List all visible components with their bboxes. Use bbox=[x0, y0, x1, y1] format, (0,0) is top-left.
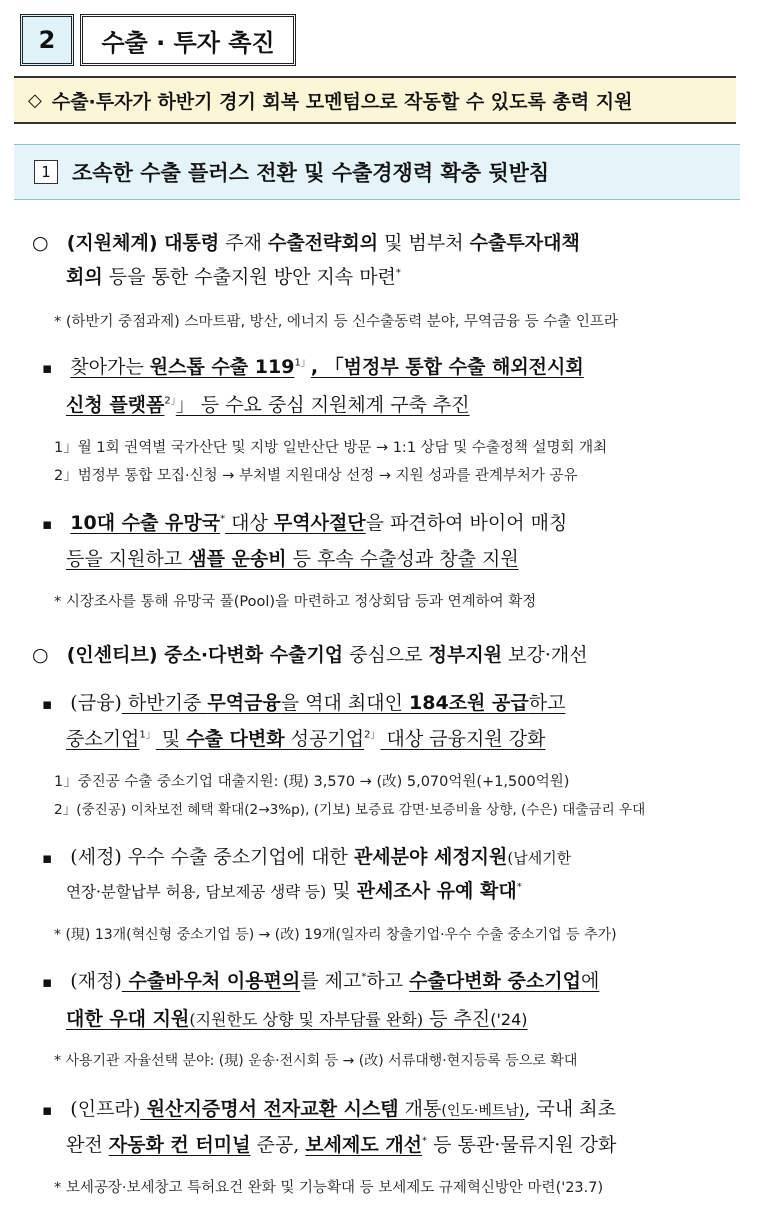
item-onestop-line2 bbox=[66, 390, 470, 417]
text-run: , 국내 최초 bbox=[524, 1098, 616, 1120]
subsection-index: 1 bbox=[34, 160, 58, 184]
item-finance-line1 bbox=[42, 688, 565, 715]
text-run: 10대 수출 유망국 bbox=[70, 512, 221, 534]
text-run: 성공기업 bbox=[284, 728, 365, 750]
text-run: 샘플 운송비 bbox=[188, 548, 287, 570]
item-fiscal-line2 bbox=[66, 1004, 528, 1031]
text-run: 하고 bbox=[528, 692, 566, 714]
subsection-header bbox=[14, 144, 740, 200]
text-run: 수출다변화 중소기업 bbox=[409, 970, 581, 992]
square-bullet-icon: ▪ bbox=[42, 695, 53, 713]
text-run: 을 파견하여 바이어 매칭 bbox=[365, 512, 568, 534]
text-run: 」 등 수요 중심 지원체계 구축 추진 bbox=[175, 394, 470, 416]
text-run: 등을 지원하고 bbox=[66, 548, 189, 570]
text-run: 대통령 bbox=[157, 232, 220, 254]
text-run: 에 bbox=[580, 970, 600, 992]
text-run: , 「범정부 통합 수출 해외전시회 bbox=[310, 356, 584, 378]
text-run: 완전 bbox=[66, 1134, 109, 1156]
square-bullet-icon: ▪ bbox=[42, 1101, 53, 1119]
text-run: 원산지증명서 전자교환 시스템 bbox=[140, 1098, 399, 1120]
text-run: 대한 우대 지원 bbox=[66, 1008, 190, 1030]
item-incentive-line1 bbox=[32, 640, 588, 667]
section-number: 2 bbox=[20, 14, 74, 66]
item-support-system-line1 bbox=[32, 228, 580, 255]
text-run: (금융) bbox=[70, 692, 122, 714]
text-run: 수출바우처 이용편의 bbox=[121, 970, 301, 992]
item-onestop-note1: 1」월 1회 권역별 국가산단 및 지방 일반산단 방문 → 1:1 상담 및 수출정책 설명회 개최 bbox=[54, 440, 608, 456]
text-run: 신청 플랫폼 bbox=[66, 394, 165, 416]
item-infra-note: * 보세공장·보세창고 특허요건 완화 및 기능확대 등 보세제도 규제혁신방안 마련('23.7) bbox=[54, 1180, 604, 1196]
text-run: 등 추진 bbox=[423, 1008, 491, 1030]
text-run: 개통 bbox=[398, 1098, 442, 1120]
circle-bullet-icon: ○ bbox=[32, 644, 49, 666]
text-run: 을 역대 최대인 bbox=[280, 692, 410, 714]
diamond-icon: ◇ bbox=[28, 89, 42, 111]
text-run: (지원체계) bbox=[66, 232, 158, 254]
text-run: (납세기한 bbox=[507, 849, 572, 867]
square-bullet-icon: ▪ bbox=[42, 359, 53, 377]
text-run: 연장·분할납부 허용, 담보제공 생략 등) bbox=[66, 883, 327, 901]
text-run: (인센티브) bbox=[66, 644, 158, 666]
text-run: 우수 수출 중소기업에 대한 bbox=[121, 846, 354, 868]
text-run: 무역금융 bbox=[207, 692, 281, 714]
text-run: 및 범부처 bbox=[378, 232, 470, 254]
text-run: 하반기중 bbox=[121, 692, 208, 714]
footnote-mark: 2」 bbox=[364, 729, 381, 741]
item-fiscal-line1 bbox=[42, 966, 599, 993]
item-tax-line2 bbox=[66, 876, 522, 903]
item-onestop-line1 bbox=[42, 352, 584, 379]
footnote-mark: * bbox=[361, 971, 367, 983]
text-run: 원스톱 수출 119 bbox=[149, 356, 295, 378]
footnote-mark: 2」 bbox=[164, 395, 176, 407]
text-run: 대상 bbox=[225, 512, 274, 534]
item-trade-mission-line2 bbox=[66, 544, 519, 571]
item-finance-line2 bbox=[66, 724, 545, 751]
text-run: 수출투자대책 bbox=[469, 232, 580, 254]
text-run: 및 bbox=[326, 880, 357, 902]
text-run: 무역사절단 bbox=[273, 512, 366, 534]
text-run: 중소기업 bbox=[66, 728, 140, 750]
item-trade-mission-line1 bbox=[42, 508, 567, 535]
summary-bar bbox=[14, 76, 736, 124]
text-run: 및 bbox=[155, 728, 187, 750]
text-run: 자동화 컨 터미널 bbox=[108, 1134, 251, 1156]
square-bullet-icon: ▪ bbox=[42, 973, 53, 991]
item-support-system-line2 bbox=[66, 262, 401, 289]
text-run: 를 제고 bbox=[300, 970, 362, 992]
square-bullet-icon: ▪ bbox=[42, 515, 53, 533]
text-run: 찾아가는 bbox=[70, 356, 150, 378]
text-run: 보세제도 개선 bbox=[305, 1134, 423, 1156]
text-run: 관세분야 세정지원 bbox=[353, 846, 508, 868]
text-run: 보강·개선 bbox=[502, 644, 588, 666]
footnote-mark: * bbox=[395, 267, 401, 279]
text-run: 등 통관·물류지원 강화 bbox=[427, 1134, 617, 1156]
item-infra-line2 bbox=[66, 1130, 616, 1157]
text-run: 회의 bbox=[66, 266, 103, 288]
item-fiscal-note: * 사용기관 자율선택 분야: (現) 운송·전시회 등 → (改) 서류대행·현지등록 등으로 확대 bbox=[54, 1053, 578, 1069]
text-run: 중심으로 bbox=[343, 644, 429, 666]
circle-bullet-icon: ○ bbox=[32, 232, 49, 254]
square-bullet-icon: ▪ bbox=[42, 849, 53, 867]
item-tax-note: * (現) 13개(혁신형 중소기업 등) → (改) 19개(일자리 창출기업·우수 수출 중소기업 등 추가) bbox=[54, 927, 617, 943]
text-run: (재정) bbox=[70, 970, 122, 992]
text-run: ('24) bbox=[490, 1010, 528, 1029]
text-run: 등을 통한 수출지원 방안 지속 마련 bbox=[102, 266, 396, 288]
text-run: (세정) bbox=[70, 846, 122, 868]
footnote-mark: * bbox=[220, 513, 226, 525]
section-title: 수출 · 투자 촉진 bbox=[80, 14, 296, 66]
text-run: 준공, bbox=[250, 1134, 306, 1156]
text-run: 하고 bbox=[366, 970, 410, 992]
subsection-title: 조속한 수출 플러스 전환 및 수출경쟁력 확충 뒷받침 bbox=[72, 161, 550, 185]
footnote-mark: 1」 bbox=[139, 729, 156, 741]
footnote-mark: * bbox=[422, 1135, 428, 1147]
text-run: 184조원 공급 bbox=[409, 692, 529, 714]
item-finance-note2: 2」(중진공) 이차보전 혜택 확대(2→3%p), (기보) 보증료 감면·보증비율 상향, (수은) 대출금리 우대 bbox=[54, 802, 646, 818]
text-run: 수출 다변화 bbox=[186, 728, 285, 750]
text-run: 수출전략회의 bbox=[268, 232, 379, 254]
text-run: (지원한도 상향 및 자부담률 완화) bbox=[189, 1010, 424, 1029]
section-header bbox=[20, 14, 296, 66]
item-onestop-note2: 2」범정부 통합 모집·신청 → 부처별 지원대상 선정 → 지원 성과를 관계부처가 공유 bbox=[54, 468, 578, 484]
text-run: (인도·베트남) bbox=[441, 1103, 525, 1119]
text-run: 관세조사 유예 확대 bbox=[356, 880, 517, 902]
text-run: 중소·다변화 수출기업 bbox=[157, 644, 344, 666]
summary-text: 수출·투자가 하반기 경기 회복 모멘텀으로 작동할 수 있도록 총력 지원 bbox=[51, 90, 633, 113]
item-infra-line1 bbox=[42, 1094, 616, 1121]
item-trade-mission-note: * 시장조사를 통해 유망국 풀(Pool)을 마련하고 정상회담 등과 연계하여 확정 bbox=[54, 594, 537, 610]
item-tax-line1 bbox=[42, 842, 571, 869]
text-run: 등 후속 수출성과 창출 지원 bbox=[286, 548, 519, 570]
item-finance-note1: 1」중진공 수출 중소기업 대출지원: (現) 3,570 → (改) 5,070억원(+1,500억원) bbox=[54, 774, 570, 790]
text-run: 주재 bbox=[219, 232, 268, 254]
footnote-mark: * bbox=[516, 881, 522, 893]
text-run: (인프라) bbox=[70, 1098, 141, 1120]
item-support-system-note: * (하반기 중점과제) 스마트팜, 방산, 에너지 등 신수출동력 분야, 무역금융 등 수출 인프라 bbox=[54, 314, 618, 330]
footnote-mark: 1」 bbox=[294, 357, 311, 369]
text-run: 정부지원 bbox=[428, 644, 503, 666]
text-run: 대상 금융지원 강화 bbox=[380, 728, 546, 750]
